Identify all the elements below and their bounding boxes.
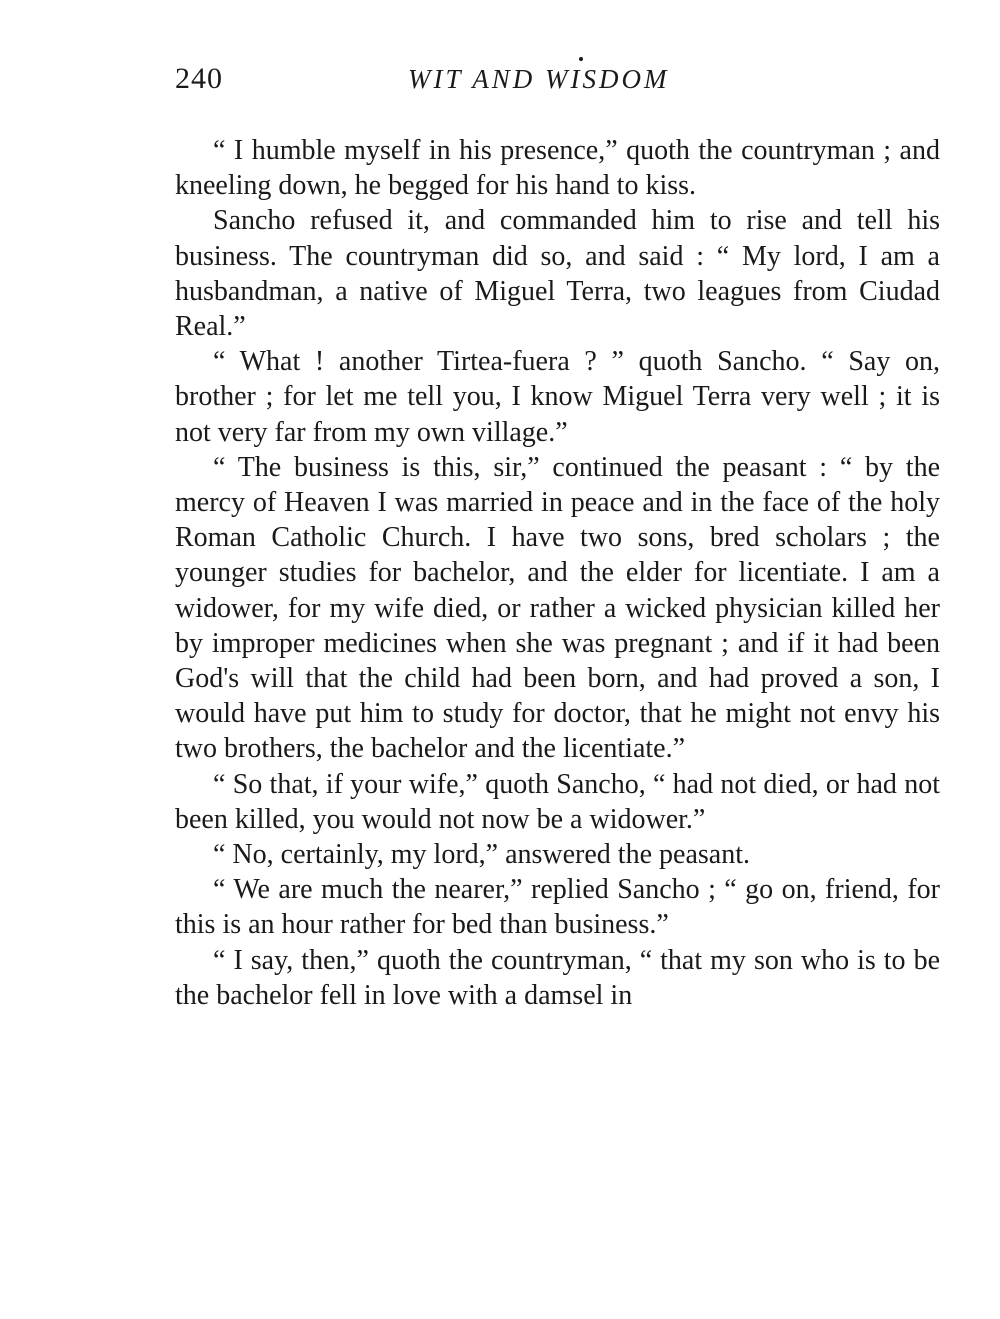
paragraph: “ What ! another Tirtea-fuera ? ” quoth Sancho. “ Say on, brother ; for let me tell you, I know Miguel Terra very well ; it is not very far from my own village.” [175,346,940,448]
paragraph: “ The business is this, sir,” continued the peasant : “ by the mercy of Heaven I was married in peace and in the face of the holy Roman Catholic Church. I have two sons, bred scholars ; the younger studies for bachelor, and the elder for licentiate. I am a widower, for my wife died, or rather a wicked physician killed her by improper medicines when she was pregnant ; and if it had been God's will that the child had been born, and had proved a son, I would have put him to study for doctor, that he might not envy his two brothers, the bachelor and the licentiate.” [175,451,940,765]
paragraph: “ So that, if your wife,” quoth Sancho, “ had not died, or had not been killed, you would not now be a widower.” [175,768,940,835]
paragraph: “ I humble myself in his presence,” quoth the countryman ; and kneeling down, he begged for his hand to kiss. [175,135,940,202]
printing-speck [579,57,583,61]
paragraph: “ No, certainly, my lord,” answered the peasant. [213,839,750,871]
running-head: WIT AND WISDOM [408,64,670,94]
paragraph: “ We are much the nearer,” replied Sancho ; “ go on, friend, for this is an hour rather for bed than business.” [175,874,940,941]
paragraph: Sancho refused it, and commanded him to rise and tell his business. The countryman did so, and said : “ My lord, I am a husbandman, a native of Miguel Terra, two leagues from Ciudad Real.” [175,205,940,343]
page-header [175,62,940,102]
page-number: 240 [175,62,223,95]
body-text [175,133,940,1013]
paragraph: “ I say, then,” quoth the countryman, “ that my son who is to be the bachelor fell in love with a damsel in [175,944,940,1011]
